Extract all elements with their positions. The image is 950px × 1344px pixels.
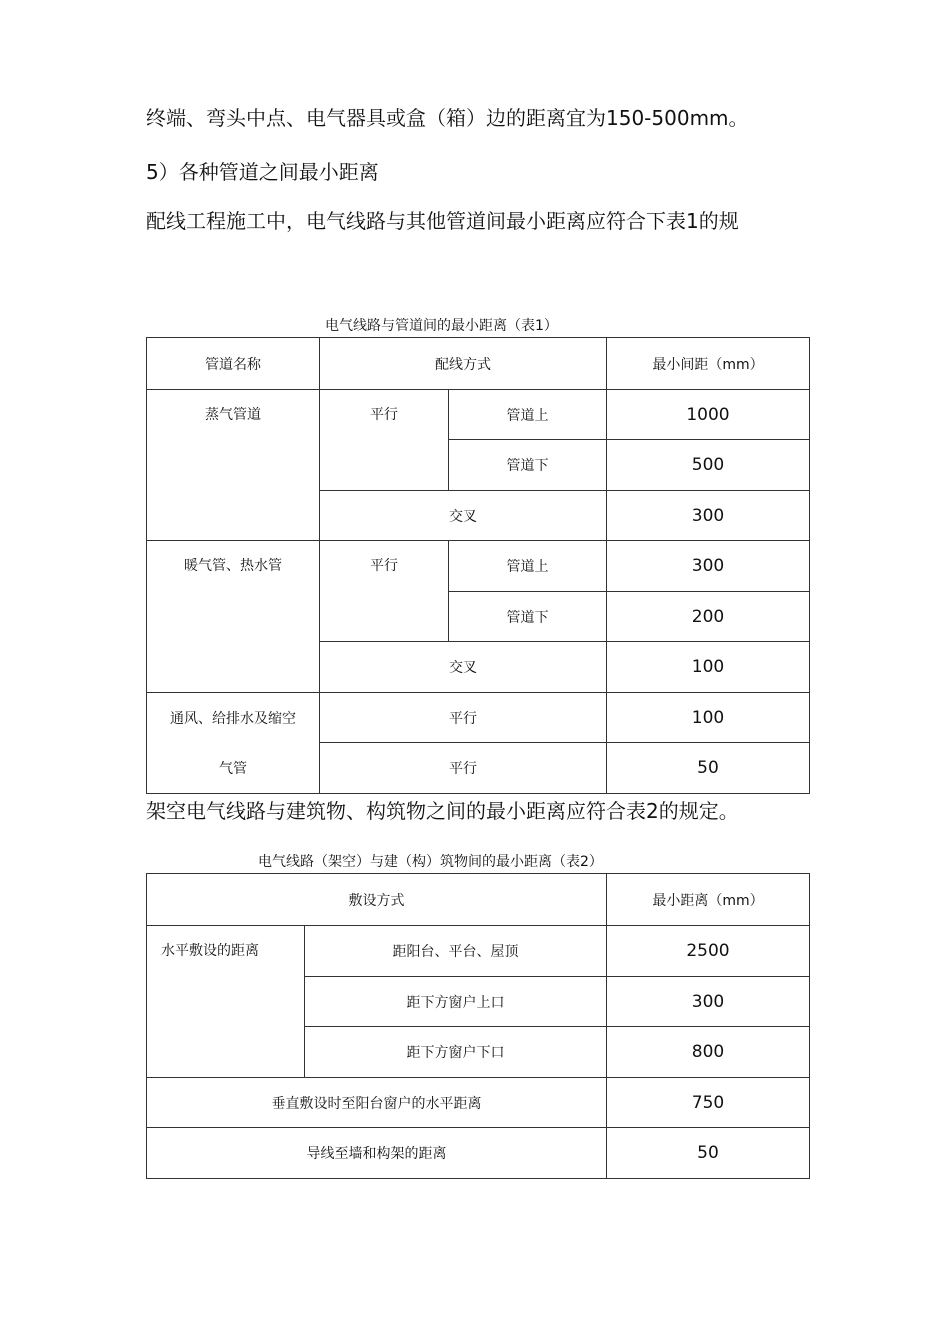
- heating-above: 管道上: [449, 541, 607, 592]
- table-row: [147, 390, 810, 440]
- table2: [146, 873, 810, 1179]
- steam-pipe-name: 蒸气管道: [147, 390, 320, 541]
- heating-above-value: 300: [607, 541, 810, 592]
- table-row: [147, 693, 810, 743]
- header-min-distance-2: 最小距离（mm）: [607, 874, 810, 926]
- vent-row1-method: 平行: [320, 693, 607, 743]
- vertical-laying-label: 垂直敷设时至阳台窗户的水平距离: [147, 1078, 607, 1128]
- paragraph-2: 5）各种管道之间最小距离: [146, 160, 379, 184]
- balcony-distance-value: 2500: [607, 926, 810, 977]
- window-bottom-distance-value: 800: [607, 1027, 810, 1078]
- steam-below-value: 500: [607, 440, 810, 491]
- window-bottom-distance-label: 距下方窗户下口: [305, 1027, 607, 1078]
- heating-pipe-name: 暖气管、热水管: [147, 541, 320, 693]
- vent-row2-value: 50: [607, 743, 810, 794]
- steam-above-value: 1000: [607, 390, 810, 440]
- horizontal-laying-name: 水平敷设的距离: [147, 926, 305, 1078]
- paragraph-1: 终端、弯头中点、电气器具或盒（箱）边的距离宜为150-500mm。: [146, 106, 749, 130]
- window-top-distance-value: 300: [607, 977, 810, 1027]
- heating-cross: 交叉: [320, 642, 607, 693]
- table-row: [147, 541, 810, 592]
- steam-below: 管道下: [449, 440, 607, 491]
- heating-below-value: 200: [607, 592, 810, 642]
- vertical-laying-value: 750: [607, 1078, 810, 1128]
- heating-below: 管道下: [449, 592, 607, 642]
- vent-row2-method: 平行: [320, 743, 607, 794]
- wall-distance-value: 50: [607, 1128, 810, 1179]
- steam-cross: 交叉: [320, 491, 607, 541]
- steam-above: 管道上: [449, 390, 607, 440]
- header-min-distance: 最小间距（mm）: [607, 338, 810, 390]
- vent-pipe-name-line2: 气管: [147, 743, 320, 794]
- table-row: [147, 743, 810, 794]
- vent-row1-value: 100: [607, 693, 810, 743]
- wall-distance-label: 导线至墙和构架的距离: [147, 1128, 607, 1179]
- table2-caption: 电气线路（架空）与建（构）筑物间的最小距离（表2）: [258, 854, 603, 870]
- table-row: [147, 1078, 810, 1128]
- steam-cross-value: 300: [607, 491, 810, 541]
- steam-parallel: 平行: [320, 390, 449, 491]
- heating-parallel: 平行: [320, 541, 449, 642]
- header-pipe-name: 管道名称: [147, 338, 320, 390]
- table1-caption: 电气线路与管道间的最小距离（表1）: [325, 318, 558, 334]
- paragraph-4: 架空电气线路与建筑物、构筑物之间的最小距离应符合表2的规定。: [146, 799, 739, 823]
- table2-header-row: [147, 874, 810, 926]
- paragraph-3: 配线工程施工中，电气线路与其他管道间最小距离应符合下表1的规: [146, 209, 739, 233]
- table-row: [147, 926, 810, 977]
- heating-cross-value: 100: [607, 642, 810, 693]
- table-row: [147, 1128, 810, 1179]
- vent-pipe-name-line1: 通风、给排水及缩空: [147, 693, 320, 743]
- window-top-distance-label: 距下方窗户上口: [305, 977, 607, 1027]
- balcony-distance-label: 距阳台、平台、屋顶: [305, 926, 607, 977]
- table1: [146, 337, 810, 794]
- header-laying-method: 敷设方式: [147, 874, 607, 926]
- table1-header-row: [147, 338, 810, 390]
- header-wiring-method: 配线方式: [320, 338, 607, 390]
